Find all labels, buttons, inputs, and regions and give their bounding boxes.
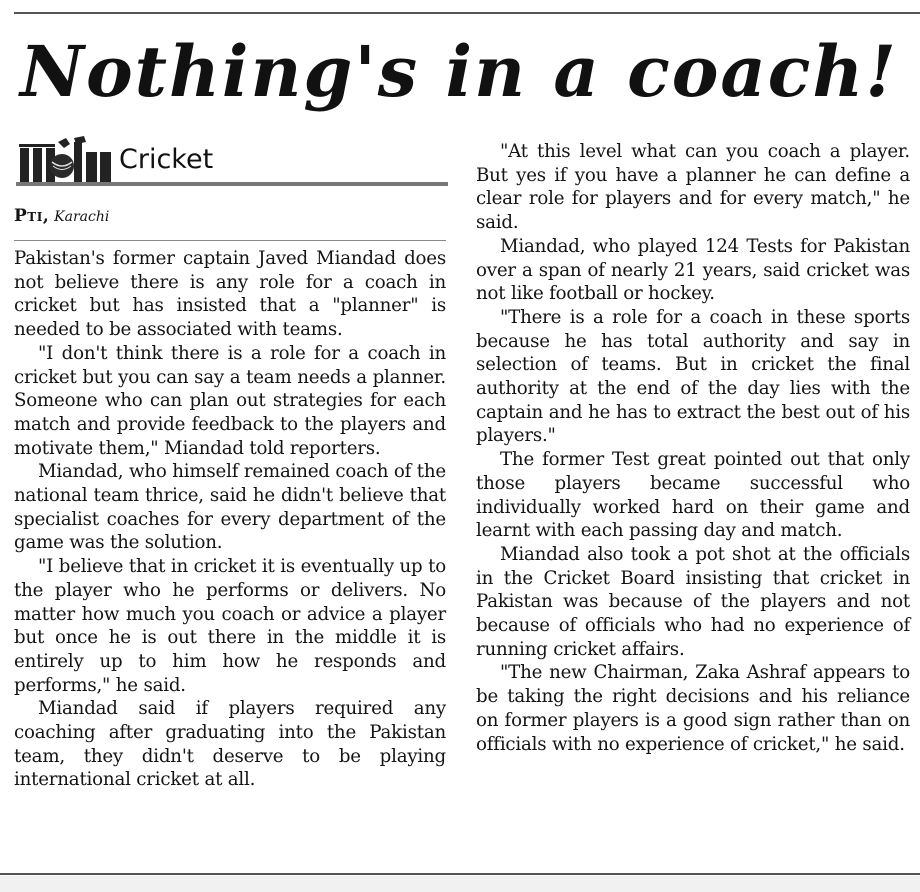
byline-rule bbox=[14, 240, 446, 241]
byline-place: Karachi bbox=[54, 209, 110, 225]
bottom-rule bbox=[0, 873, 920, 875]
paragraph: Miandad also took a pot shot at the officials in the Cricket Board insisting that cricket in Pakistan was because of the players and not because of officials who had no experience of running cricket affairs. bbox=[476, 543, 910, 660]
headline: Nothing's in a coach! bbox=[20, 30, 899, 113]
byline-agency: Pti bbox=[14, 206, 43, 226]
byline-separator: , bbox=[42, 206, 49, 226]
paragraph: "The new Chairman, Zaka Ashraf appears to be taking the right decisions and his reliance on former players is a good sign rather than on officials with no experience of cricket," he said. bbox=[476, 662, 910, 755]
paragraph: "At this level what can you coach a player. But yes if you have a planner he can define a clear role for players and for every match," he said. bbox=[476, 141, 910, 234]
right-column bbox=[476, 140, 910, 756]
top-rule bbox=[14, 12, 920, 14]
section-label: Cricket bbox=[119, 144, 214, 175]
paragraph: "I believe that in cricket it is eventually up to the player who he performs or delivers. No matter how much you coach or advice a player but once he is out there in the middle it is entirely up to him how he responds and performs," he said. bbox=[14, 556, 446, 696]
paragraph: Pakistan's former captain Javed Miandad does not believe there is any role for a coach in cricket but has insisted that a "planner" is needed to be associated with teams. bbox=[14, 248, 446, 341]
paragraph: "I don't think there is a role for a coach in cricket but you can say a team needs a planner. Someone who can plan out strategies for each match and provide feedback to the players and motivate them," Miandad told reporters. bbox=[14, 342, 446, 459]
byline bbox=[14, 198, 446, 234]
paragraph: Miandad, who himself remained coach of the national team thrice, said he didn't believe that specialist coaches for every department of the game was the solution. bbox=[14, 461, 446, 554]
paragraph: Miandad said if players required any coaching after graduating into the Pakistan team, they didn't deserve to be playing international cricket at all. bbox=[14, 698, 446, 791]
section-header bbox=[14, 130, 446, 186]
paragraph: Miandad, who played 124 Tests for Pakistan over a span of nearly 21 years, said cricket was not like football or hockey. bbox=[476, 235, 910, 305]
cricket-logo-icon bbox=[18, 136, 114, 184]
paragraph: "There is a role for a coach in these sports because he has total authority and say in selection of teams. But in cricket the final authority at the end of the day lies with the captain and he has to extract the best out of his players." bbox=[476, 306, 910, 447]
bottom-band bbox=[0, 876, 920, 892]
paragraph: The former Test great pointed out that only those players became successful who individually worked hard on their game and learnt with each passing day and match. bbox=[476, 449, 910, 542]
section-rule bbox=[16, 182, 448, 186]
left-column bbox=[14, 130, 446, 792]
